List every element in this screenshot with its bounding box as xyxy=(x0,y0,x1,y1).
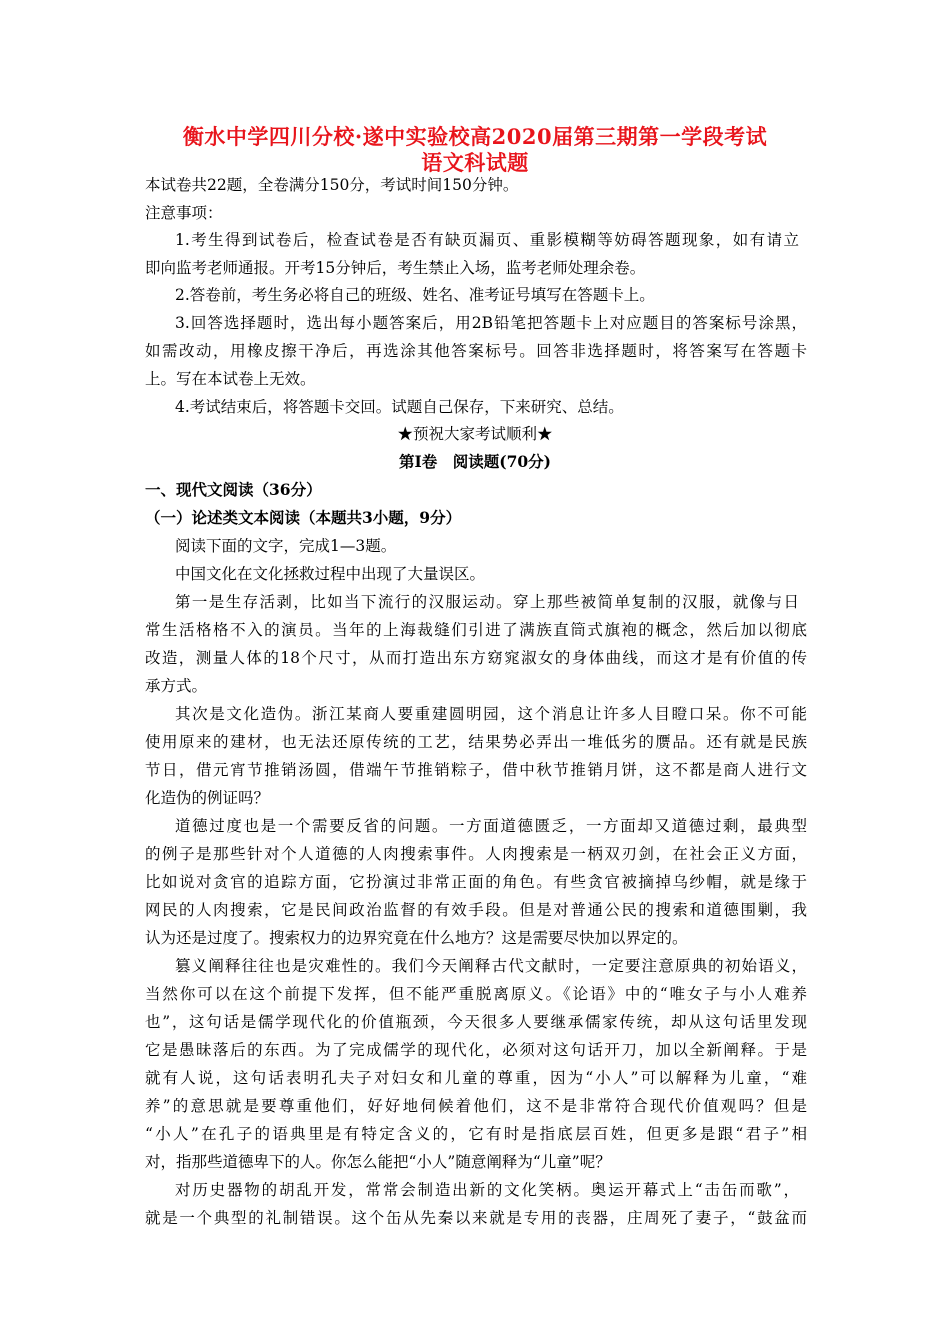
notice-3-line-1: 3.回答选择题时，选出每小题答案后，用2B铅笔把答题卡上对应题目的答案标号涂黑， xyxy=(175,314,807,332)
passage-line: 改造，测量人体的18个尺寸，从而打造出东方窈窕淑女的身体曲线，而这才是有价值的传 xyxy=(145,649,807,667)
passage-line: 也”，这句话是儒学现代化的价值瓶颈，今天很多人要继承儒家传统，却从这句话里发现 xyxy=(145,1013,807,1031)
volume-heading: 第Ⅰ卷 阅读题(70分) xyxy=(399,452,551,471)
exam-subject-title: 语文科试题 xyxy=(421,150,529,175)
passage-line: 对历史器物的胡乱开发，常常会制造出新的文化笑柄。奥运开幕式上“击缶而歌”， xyxy=(175,1181,799,1199)
notice-label: 注意事项： xyxy=(145,204,223,222)
passage-line: 节日，借元宵节推销汤圆，借端午节推销粽子，借中秋节推销月饼，这不都是商人进行文 xyxy=(145,761,807,779)
part-1-heading: 一、现代文阅读（36分） xyxy=(145,480,322,499)
passage-line: 认为还是过度了。搜索权力的边界究竟在什么地方？这是需要尽快加以界定的。 xyxy=(145,929,688,947)
passage-line: 养”的意思就是要尊重他们，好好地伺候着他们，这不是非常符合现代价值观吗？但是 xyxy=(145,1097,807,1115)
passage-line: 化造伪的例证吗？ xyxy=(145,789,270,807)
notice-3-line-3: 上。写在本试卷上无效。 xyxy=(145,370,316,388)
notice-3-line-2: 如需改动，用橡皮擦干净后，再选涂其他答案标号。回答非选择题时，将答案写在答题卡 xyxy=(145,342,807,360)
passage-line: 篡义阐释往往也是灾难性的。我们今天阐释古代文献时，一定要注意原典的初始语义， xyxy=(175,957,807,975)
passage-line: 道德过度也是一个需要反省的问题。一方面道德匮乏，一方面却又道德过剩，最典型 xyxy=(175,817,807,835)
good-luck-wish: ★预祝大家考试顺利★ xyxy=(397,425,553,443)
passage-line: “小人”在孔子的语典里是有特定含义的，它有时是指底层百姓，但更多是跟“君子”相 xyxy=(145,1125,807,1143)
passage-line: 第一是生存活剥，比如当下流行的汉服运动。穿上那些被简单复制的汉服，就像与日 xyxy=(175,593,799,611)
passage-paragraph-0: 中国文化在文化拯救过程中出现了大量误区。 xyxy=(175,565,486,583)
notice-2: 2.答卷前，考生务必将自己的班级、姓名、准考证号填写在答题卡上。 xyxy=(175,286,655,304)
reading-instruction: 阅读下面的文字，完成1—3题。 xyxy=(175,537,397,555)
part-1-subheading: （一）论述类文本阅读（本题共3小题，9分） xyxy=(145,508,462,527)
passage-line: 比如说对贪官的追踪方面，它扮演过非常正面的角色。有些贪官被摘掉乌纱帽，就是缘于 xyxy=(145,873,807,891)
notice-1-line-1: 1.考生得到试卷后，检查试卷是否有缺页漏页、重影模糊等妨碍答题现象，如有请立 xyxy=(175,231,799,249)
passage-line: 的例子是那些针对个人道德的人肉搜索事件。人肉搜索是一柄双刃剑，在社会正义方面， xyxy=(145,845,807,863)
passage-line: 使用原来的建材，也无法还原传统的工艺，结果势必弄出一堆低劣的赝品。还有就是民族 xyxy=(145,733,807,751)
passage-line: 它是愚昧落后的东西。为了完成儒学的现代化，必须对这句话开刀，加以全新阐释。于是 xyxy=(145,1041,807,1059)
passage-line: 承方式。 xyxy=(145,677,208,695)
notice-4: 4.考试结束后，将答题卡交回。试题自己保存，下来研究、总结。 xyxy=(175,398,624,416)
passage-line: 常生活格格不入的演员。当年的上海裁缝们引进了满族直筒式旗袍的概念，然后加以彻底 xyxy=(145,621,807,639)
notice-1-line-2: 即向监考老师通报。开考15分钟后，考生禁止入场，监考老师处理余卷。 xyxy=(145,259,646,277)
passage-line: 就有人说，这句话表明孔夫子对妇女和儿童的尊重，因为“小人”可以解释为儿童，“难 xyxy=(145,1069,807,1087)
passage-line: 网民的人肉搜索，它是民间政治监督的有效手段。但是对普通公民的搜索和道德围剿，我 xyxy=(145,901,807,919)
passage-line: 其次是文化造伪。浙江某商人要重建圆明园，这个消息让许多人目瞪口呆。你不可能 xyxy=(175,705,807,723)
exam-summary: 本试卷共22题，全卷满分150分，考试时间150分钟。 xyxy=(145,176,519,194)
passage-line: 对，指那些道德卑下的人。你怎么能把“小人”随意阐释为“儿童”呢？ xyxy=(145,1153,611,1171)
passage-line: 当然你可以在这个前提下发挥，但不能严重脱离原义。《论语》中的“唯女子与小人难养 xyxy=(145,985,807,1003)
exam-title: 衡水中学四川分校·遂中实验校高2020届第三期第一学段考试 xyxy=(182,124,768,149)
passage-line: 就是一个典型的礼制错误。这个缶从先秦以来就是专用的丧器，庄周死了妻子，“鼓盆而 xyxy=(145,1209,807,1227)
